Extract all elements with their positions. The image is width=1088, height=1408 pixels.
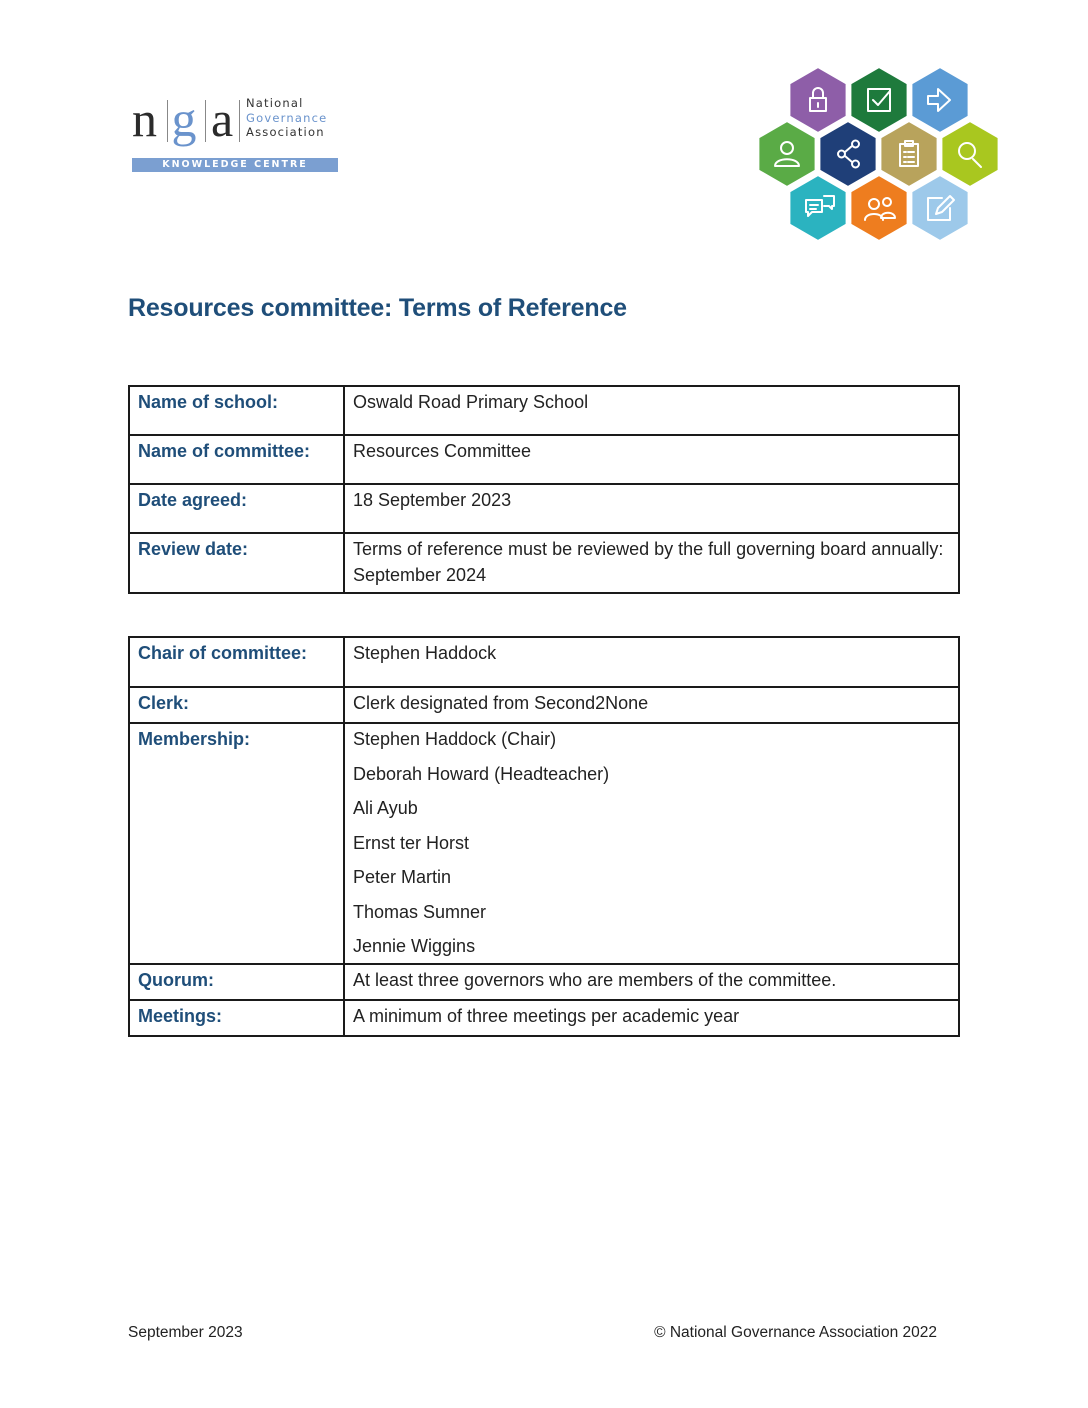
logo-word-association: Association	[246, 125, 325, 139]
member-item: Stephen Haddock (Chair)	[353, 729, 557, 749]
nga-logo	[132, 91, 340, 176]
row-label: Chair of committee:	[129, 637, 344, 687]
clerk-value: Clerk designated from Second2None	[344, 687, 959, 723]
table-row	[129, 435, 959, 484]
committee-name-value: Resources Committee	[344, 435, 959, 484]
nga-logo-letters	[132, 91, 235, 147]
member-item: Ernst ter Horst	[353, 832, 470, 853]
table-row	[129, 687, 959, 723]
table-row	[129, 1000, 959, 1036]
clipboard-icon	[880, 121, 937, 187]
row-label: Name of committee:	[129, 435, 344, 484]
page-title: Resources committee: Terms of Reference	[128, 294, 627, 322]
row-label: Meetings:	[129, 1000, 344, 1036]
chat-bubbles-icon	[789, 175, 846, 241]
footer-date: September 2023	[128, 1324, 243, 1341]
row-label: Review date:	[129, 533, 344, 593]
school-name-value: Oswald Road Primary School	[344, 386, 959, 435]
logo-word-governance: Governance	[246, 110, 328, 125]
hexagon-tile	[789, 67, 846, 133]
logo-letter-n: n	[132, 91, 158, 147]
hexagon-tile	[819, 121, 876, 187]
member-item: Ali Ayub	[353, 798, 418, 818]
row-label: Name of school:	[129, 386, 344, 435]
meetings-value: A minimum of three meetings per academic year	[344, 1000, 959, 1036]
arrow-right-icon	[911, 67, 968, 133]
logo-separator	[239, 100, 240, 142]
table-row	[129, 723, 959, 964]
chair-value: Stephen Haddock	[344, 637, 959, 687]
hexagon-tile	[911, 175, 968, 241]
quorum-value: At least three governors who are members of the committee.	[344, 964, 959, 1000]
hexagon-tile	[911, 67, 968, 133]
share-network-icon	[819, 121, 876, 187]
logo-separator	[205, 100, 206, 142]
row-label: Clerk:	[129, 687, 344, 723]
member-item: Peter Martin	[353, 867, 452, 887]
footer-copyright: © National Governance Association 2022	[654, 1324, 937, 1341]
member-item: Jennie Wiggins	[353, 936, 476, 956]
magnifier-icon	[941, 121, 998, 187]
hexagon-tile	[941, 121, 998, 187]
row-label: Quorum:	[129, 964, 344, 1000]
row-label: Date agreed:	[129, 484, 344, 533]
date-agreed-value: 18 September 2023	[344, 484, 959, 533]
table-row	[129, 637, 959, 687]
person-icon	[758, 121, 815, 187]
table-row	[129, 964, 959, 1000]
logo-word-national: National	[246, 96, 304, 110]
pencil-edit-icon	[911, 175, 968, 241]
hexagon-tile	[850, 67, 907, 133]
hexagon-tile	[880, 121, 937, 187]
membership-list	[344, 723, 959, 964]
table-row	[129, 533, 959, 593]
logo-separator	[167, 100, 168, 142]
checkbox-icon	[850, 67, 907, 133]
logo-letter-a: a	[211, 91, 235, 147]
review-date-value: Terms of reference must be reviewed by the full governing board annually: September 2024	[344, 533, 959, 593]
committee-details-table	[128, 385, 960, 594]
hex-icon-cluster	[754, 66, 1004, 246]
committee-membership-table	[128, 636, 960, 1037]
table-row	[129, 386, 959, 435]
hexagon-tile	[850, 175, 907, 241]
people-money-icon	[850, 175, 907, 241]
row-label: Membership:	[129, 723, 344, 964]
padlock-icon	[789, 67, 846, 133]
logo-knowledge-centre-bar: KNOWLEDGE CENTRE	[132, 158, 338, 172]
member-item: Thomas Sumner	[353, 901, 487, 922]
logo-wordmark	[246, 96, 327, 140]
member-item: Deborah Howard (Headteacher)	[353, 763, 610, 784]
hexagon-tile	[789, 175, 846, 241]
table-row	[129, 484, 959, 533]
logo-letter-g: g	[171, 91, 198, 147]
